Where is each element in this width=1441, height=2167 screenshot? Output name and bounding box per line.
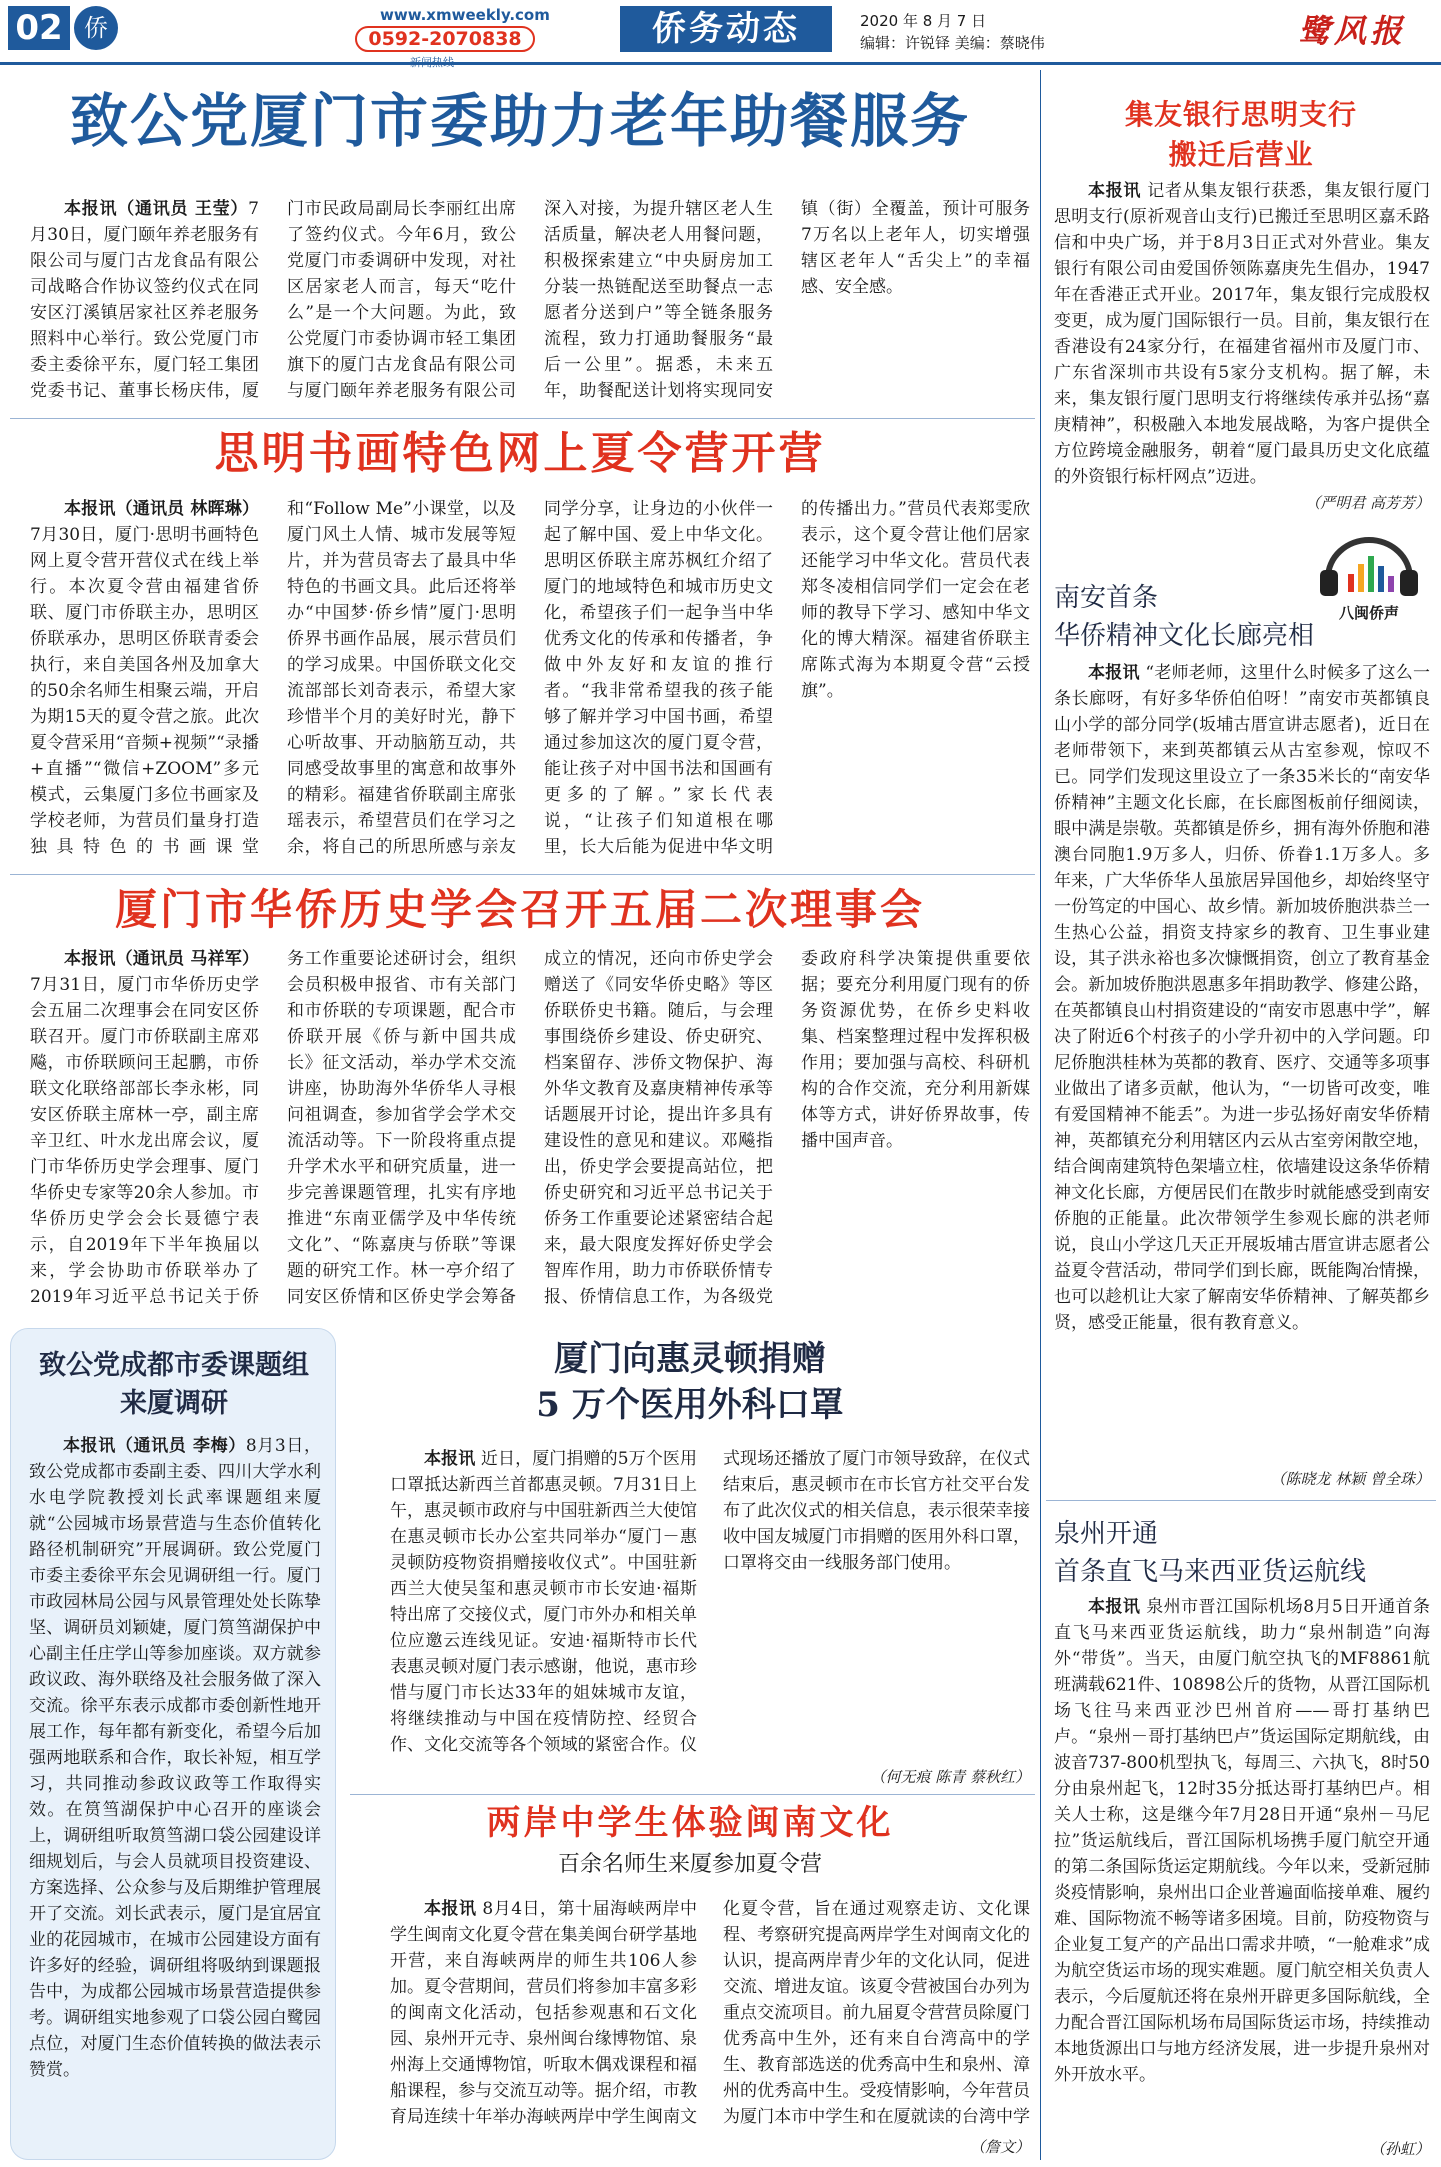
lead-marker: 本报讯（通讯员 马祥军）	[64, 949, 259, 969]
a8-headline-2: 华侨精神文化长廊亮相	[1054, 621, 1315, 651]
lead-marker: 本报讯（通讯员 王莹）	[64, 199, 249, 219]
a5-credit: （何无痕 陈青 蔡秋红）	[870, 1768, 1030, 1786]
a9-credit: （孙虹）	[1300, 2136, 1430, 2162]
a6-subtitle: 百余名师生来厦参加夏令营	[557, 1852, 822, 1877]
divider-3	[350, 1794, 1035, 1795]
hotline-box	[355, 26, 535, 52]
a8-credit: （陈晓龙 林颖 曾全珠）	[1170, 1466, 1430, 1492]
a9-headline-2: 首条直飞马来西亚货运航线	[1054, 1557, 1367, 1587]
headphones-icon	[1304, 534, 1434, 598]
a7-credit: （严明君 高芳芳）	[1200, 490, 1430, 516]
divider-2	[10, 874, 1035, 875]
column-divider	[1040, 70, 1041, 2160]
section-banner	[620, 6, 832, 52]
a1-headline: 致公党厦门市委助力老年助餐服务	[69, 87, 970, 155]
a2-headline: 思明书画特色网上夏令营开营	[214, 428, 826, 479]
a3-body: 本报讯（通讯员 马祥军）7月31日，厦门市华侨历史学会五届二次理事会在同安区侨联召开。厦门市侨联副主席邓飚，市侨联顾问王起鹏，市侨联文化联络部部长李永彬，同安区侨联主席林一亭，副主席辛卫红、叶水龙出席会议，厦门市华侨历史学会理事、厦门华侨史专家等20余人参加。市华侨历史学会会长聂德宁表示，自2019年下半年换届以来，学会协助市侨联举办了2019年习近平总书记关于侨务工作重要论述研讨会，组织会员积极申报省、市有关部门和市侨联的专项课题，配合市侨联开展《侨与新中国共成长》征文活动，举办学术交流讲座，协助海外华侨华人寻根问祖调查，参加省学会学术交流活动等。下一阶段将重点提升学术水平和研究质量，进一步完善课题管理，扎实有序地推进“东南亚儒学及中华传统文化”、“陈嘉庚与侨联”等课题的研究工作。林一亭介绍了同安区侨情和区侨史学会筹备成立的情况，还向市侨史学会赠送了《同安华侨史略》等区侨联侨史书籍。随后，与会理事围绕侨乡建设、侨史研究、档案留存、涉侨文物保护、海外华文教育及嘉庚精神传承等话题展开讨论，提出许多具有建设性的意见和建议。邓飚指出，侨史学会要提高站位，把侨史研究和习近平总书记关于侨务工作重要论述紧密结合起来，最大限度发挥好侨史学会智库作用，助力市侨联侨情专报、侨情信息工作，为各级党委政府科学决策提供重要依据；要充分利用厦门现有的侨务资源优势，在侨乡史料收集、档案整理过程中发挥积极作用；要加强与高校、科研机构的合作交流，充分利用新媒体等方式，讲好侨界故事，传播中国声音。	[30, 949, 1030, 1307]
a3-headline: 厦门市华侨历史学会召开五届二次理事会	[114, 885, 925, 934]
page-number-box	[8, 6, 70, 50]
a5-headline-1: 厦门向惠灵顿捐赠	[554, 1339, 826, 1379]
a4-body: 本报讯（通讯员 李梅）8月3日，致公党成都市委副主委、四川大学水利水电学院教授刘长武率课题组来厦就“公园城市场景营造与生态价值转化路径机制研究”开展调研。致公党厦门市委主委徐平东会见调研组一行。厦门市政园林局公园与风景管理处处长陈挚坚、调研员刘颖婕，厦门筼筜湖保护中心副主任庄学山等参加座谈。双方就参政议政、海外联络及社会服务做了深入交流。徐平东表示成都市委创新性地开展工作，每年都有新变化，希望今后加强两地联系和合作，取长补短，相互学习，共同推动参政议政等工作取得实效。在筼筜湖保护中心召开的座谈会上，调研组听取筼筜湖口袋公园建设详细规划后，与会人员就项目投资建设、方案选择、公众参与及后期维护管理展开了交流。刘长武表示，厦门是宜居宜业的花园城市，在城市公园建设方面有许多好的经验，调研组将吸纳到课题报告中，为成都公园城市场景营造提供参考。调研组实地参观了口袋公园白鹭园点位，对厦门生态价值转换的做法表示赞赏。	[29, 1436, 321, 2080]
a4-headline-2: 来厦调研	[120, 1388, 228, 1419]
masthead: 鹭风报	[1298, 12, 1407, 50]
a4-box	[10, 1328, 336, 2160]
a7-body: 本报讯 记者从集友银行获悉，集友银行厦门思明支行(原祈观音山支行)已搬迁至思明区嘉禾路信和中央广场，并于8月3日正式对外营业。集友银行有限公司由爱国侨领陈嘉庚先生倡办，1947年在香港正式开业。2017年，集友银行完成股权变更，成为厦门国际银行一员。目前，集友银行在香港设有24家分行，在福建省福州市及厦门市、广东省深圳市共设有5家分支机构。据了解，未来，集友银行厦门思明支行将继续传承并弘扬“嘉庚精神”，积极融入本地发展战略，为客户提供全方位跨境金融服务，朝着“厦门最具历史文化底蕴的外资银行标杆网点”迈进。	[1054, 181, 1430, 487]
header-rule	[0, 62, 1441, 65]
a6-credit: （詹文）	[969, 2138, 1030, 2156]
radio-badge	[1304, 534, 1434, 620]
a7-headline-1: 集友银行思明支行	[1124, 98, 1357, 131]
lead-marker: 本报讯（通讯员 李梅）	[63, 1436, 246, 1456]
issue-date: 2020 年 8 月 7 日	[860, 12, 987, 30]
lead-marker: 本报讯	[1088, 1597, 1141, 1617]
divider-1	[10, 418, 1035, 419]
a6-body: 本报讯 8月4日，第十届海峡两岸中学生闽南文化夏令营在集美闽台研学基地开营，来自海峡两岸的师生共106人参加。夏令营期间，营员们将参加丰富多彩的闽南文化活动，包括参观惠和石文化园、泉州开元寺、泉州闽台缘博物馆、泉州海上交通博物馆，听取木偶戏课程和福船课程，参与交流互动等。据介绍，市教育局连续十年举办海峡两岸中学生闽南文化夏令营，旨在通过观察走访、文化课程、考察研究提高两岸学生对闽南文化的认识，提高两岸青少年的文化认同，促进交流、增进友谊。该夏令营被国台办列为重点交流项目。前九届夏令营营员除厦门优秀高中生外，还有来自台湾高中的学生、教育部选送的优秀高中生和泉州、漳州的优秀高中生。受疫情影响，今年营员为厦门本市中学生和在厦就读的台湾中学	[390, 1899, 1030, 2127]
divider-right	[1046, 1500, 1436, 1501]
a9-body: 本报讯 泉州市晋江国际机场8月5日开通首条直飞马来西亚货运航线，助力“泉州制造”向海外“带货”。当天，由厦门航空执飞的MF8861航班满载621件、10898公斤的货物，从晋江国际机场飞往马来西亚沙巴州首府——哥打基纳巴卢。“泉州－哥打基纳巴卢”货运国际定期航线，由波音737-800机型执飞，每周三、六执飞，8时50分由泉州起飞，12时35分抵达哥打基纳巴卢。相关人士称，这是继今年7月28日开通“泉州－马尼拉”货运航线后，晋江国际机场携手厦门航空开通的第二条国际货运定期航线。今年以来，受新冠肺炎疫情影响，泉州出口企业普遍面临接单难、履约难、国际物流不畅等诸多困境。目前，防疫物资与企业复工复产的产品出口需求井喷，“一舱难求”成为航空货运市场的现实难题。厦门航空相关负责人表示，今后厦航还将在泉州开辟更多国际航线，全力配合晋江国际机场布局国际货运市场，持续推动本地货源出口与地方经济发展，进一步提升泉州对外开放水平。	[1054, 1597, 1430, 2085]
editor-line: 编辑：许锐铎 美编：蔡晓伟	[860, 34, 1045, 52]
a8-headline-1: 南安首条	[1054, 583, 1159, 613]
page-header	[0, 0, 1441, 60]
a8-body: 本报讯 “老师老师，这里什么时候多了这么一条长廊呀，有好多华侨伯伯呀！”南安市英都镇良山小学的部分同学(坂埔古厝宣讲志愿者)，近日在老师带领下，来到英都镇云从古室参观，惊叹不已。同学们发现这里设立了一条35米长的“南安华侨精神”主题文化长廊，在长廊图板前仔细阅读，眼中满是崇敬。英都镇是侨乡，拥有海外侨胞和港澳台同胞1.9万多人，归侨、侨眷1.1万多人。多年来，广大华侨华人虽旅居异国他乡，却始终坚守一份笃定的中国心、故乡情。新加坡侨胞洪恭兰一生热心公益，捐资支持家乡的教育、卫生事业建设，其子洪永裕也多次慷慨捐资，创立了教育基金会。新加坡侨胞洪恩惠多年捐助教学、修建公路，在英都镇良山村捐资建设的“南安市恩惠中学”，解决了附近6个村孩子的小学升初中的入学问题。印尼侨胞洪桂林为英都的教育、医疗、交通等多项事业做出了诸多贡献，他认为，“一切皆可改变，唯有爱国精神不能丢”。为进一步弘扬好南安华侨精神，英都镇充分利用辖区内云从古室旁闲散空地，结合闽南建筑特色架墙立柱，依墙建设这条华侨精神文化长廊，方便居民们在散步时就能感受到南安侨胞的正能量。此次带领学生参观长廊的洪老师说，良山小学这几天正开展坂埔古厝宣讲志愿者公益夏令营活动，带同学们到长廊，既能陶冶情操，也可以趁机让大家了解南安华侨精神、了解英都乡贤，感受正能量，很有教育意义。	[1054, 663, 1430, 1333]
a5-body: 本报讯 近日，厦门捐赠的5万个医用口罩抵达新西兰首都惠灵顿。7月31日上午，惠灵顿市政府与中国驻新西兰大使馆在惠灵顿市长办公室共同举办“厦门－惠灵顿防疫物资捐赠接收仪式”。中国驻新西兰大使吴玺和惠灵顿市市长安迪·福斯特出席了交接仪式，厦门市外办和相关单位应邀云连线见证。安迪·福斯特市长代表惠灵顿对厦门表示感谢，他说，惠市珍惜与厦门市长达33年的姐妹城市友谊，将继续推动与中国在疫情防控、经贸合作、文化交流等各个领域的紧密合作。仪式现场还播放了厦门市领导致辞，在仪式结束后，惠灵顿市在市长官方社交平台发布了此次仪式的相关信息，表示很荣幸接收中国友城厦门市捐赠的医用外科口罩，口罩将交由一线服务部门使用。	[390, 1449, 1030, 1755]
a1-body: 本报讯（通讯员 王莹）7月30日，厦门颐年养老服务有限公司与厦门古龙食品有限公司战略合作协议签约仪式在同安区汀溪镇居家社区养老服务照料中心举行。致公党厦门市委主委徐平东，厦门轻工集团党委书记、董事长杨庆伟，厦门市民政局副局长李丽红出席了签约仪式。今年6月，致公党厦门市委调研中发现，对社区居家老人而言，每天“吃什么”是一个大问题。为此，致公党厦门市委协调市轻工集团旗下的厦门古龙食品有限公司与厦门颐年养老服务有限公司深入对接，为提升辖区老人生活质量，解决老人用餐问题，积极探索建立“中央厨房加工分装一热链配送至助餐点一志愿者分送到户”等全链条服务流程，致力打通助餐服务“最后一公里”。据悉，未来五年，助餐配送计划将实现同安镇（街）全覆盖，预计可服务7万名以上老年人，切实增强辖区老年人“舌尖上”的幸福感、安全感。	[30, 199, 1030, 401]
a9-headline-1: 泉州开通	[1054, 1519, 1159, 1549]
site-url: www.xmweekly.com	[380, 6, 550, 24]
section-title: 侨务动态	[652, 9, 800, 49]
a2-body: 本报讯（通讯员 林晖琳）7月30日，厦门·思明书画特色网上夏令营开营仪式在线上举行。本次夏令营由福建省侨联、厦门市侨联主办，思明区侨联承办，思明区侨联青委会执行，来自美国各州及加拿大的50余名师生相聚云端，开启为期15天的夏令营之旅。此次夏令营采用“音频+视频”“录播+直播”“微信+ZOOM”多元模式，云集厦门多位书画家及学校老师，为营员们量身打造独具特色的书画课堂和“Follow Me”小课堂，以及厦门风土人情、城市发展等短片，并为营员寄去了最具中华特色的书画文具。此后还将举办“中国梦·侨乡情”厦门·思明侨界书画作品展，展示营员们的学习成果。中国侨联文化交流部部长刘奇表示，希望大家珍惜半个月的美好时光，静下心听故事、开动脑筋互动，共同感受故事里的寓意和故事外的精彩。福建省侨联副主席张瑶表示，希望营员们在学习之余，将自己的所思所感与亲友同学分享，让身边的小伙伴一起了解中国、爱上中华文化。思明区侨联主席苏枫红介绍了厦门的地域特色和城市历史文化，希望孩子们一起争当中华优秀文化的传承和传播者，争做中外友好和友谊的推行者。“我非常希望我的孩子能够了解并学习中国书画，希望通过参加这次的厦门夏令营，能让孩子对中国书法和国画有更多的了解。”家长代表说，“让孩子们知道根在哪里，长大后能为促进中华文明的传播出力。”营员代表郑雯欣表示，这个夏令营让他们居家还能学习中华文化。营员代表郑冬凌相信同学们一定会在老师的教导下学习、感知中华文化的博大精深。福建省侨联主席陈式海为本期夏令营“云授旗”。	[30, 499, 1030, 857]
lead-marker: 本报讯	[1088, 181, 1142, 201]
lead-marker: 本报讯	[1088, 663, 1140, 683]
lead-marker: 本报讯	[424, 1899, 477, 1919]
page-number: 02	[15, 8, 63, 48]
a7-headline-2: 搬迁后营业	[1168, 138, 1314, 171]
radio-label: 八闽侨声	[1338, 604, 1399, 622]
a4-headline-1: 致公党成都市委课题组	[39, 1350, 309, 1381]
lead-marker: 本报讯（通讯员 林晖琳）	[64, 499, 259, 519]
qiao-badge: 侨	[74, 6, 118, 50]
hotline-number: 0592-2070838	[368, 28, 522, 50]
a5-headline-2: 5 万个医用外科口罩	[536, 1385, 844, 1425]
lead-marker: 本报讯	[424, 1449, 476, 1469]
a6-headline: 两岸中学生体验闽南文化	[486, 1803, 894, 1843]
